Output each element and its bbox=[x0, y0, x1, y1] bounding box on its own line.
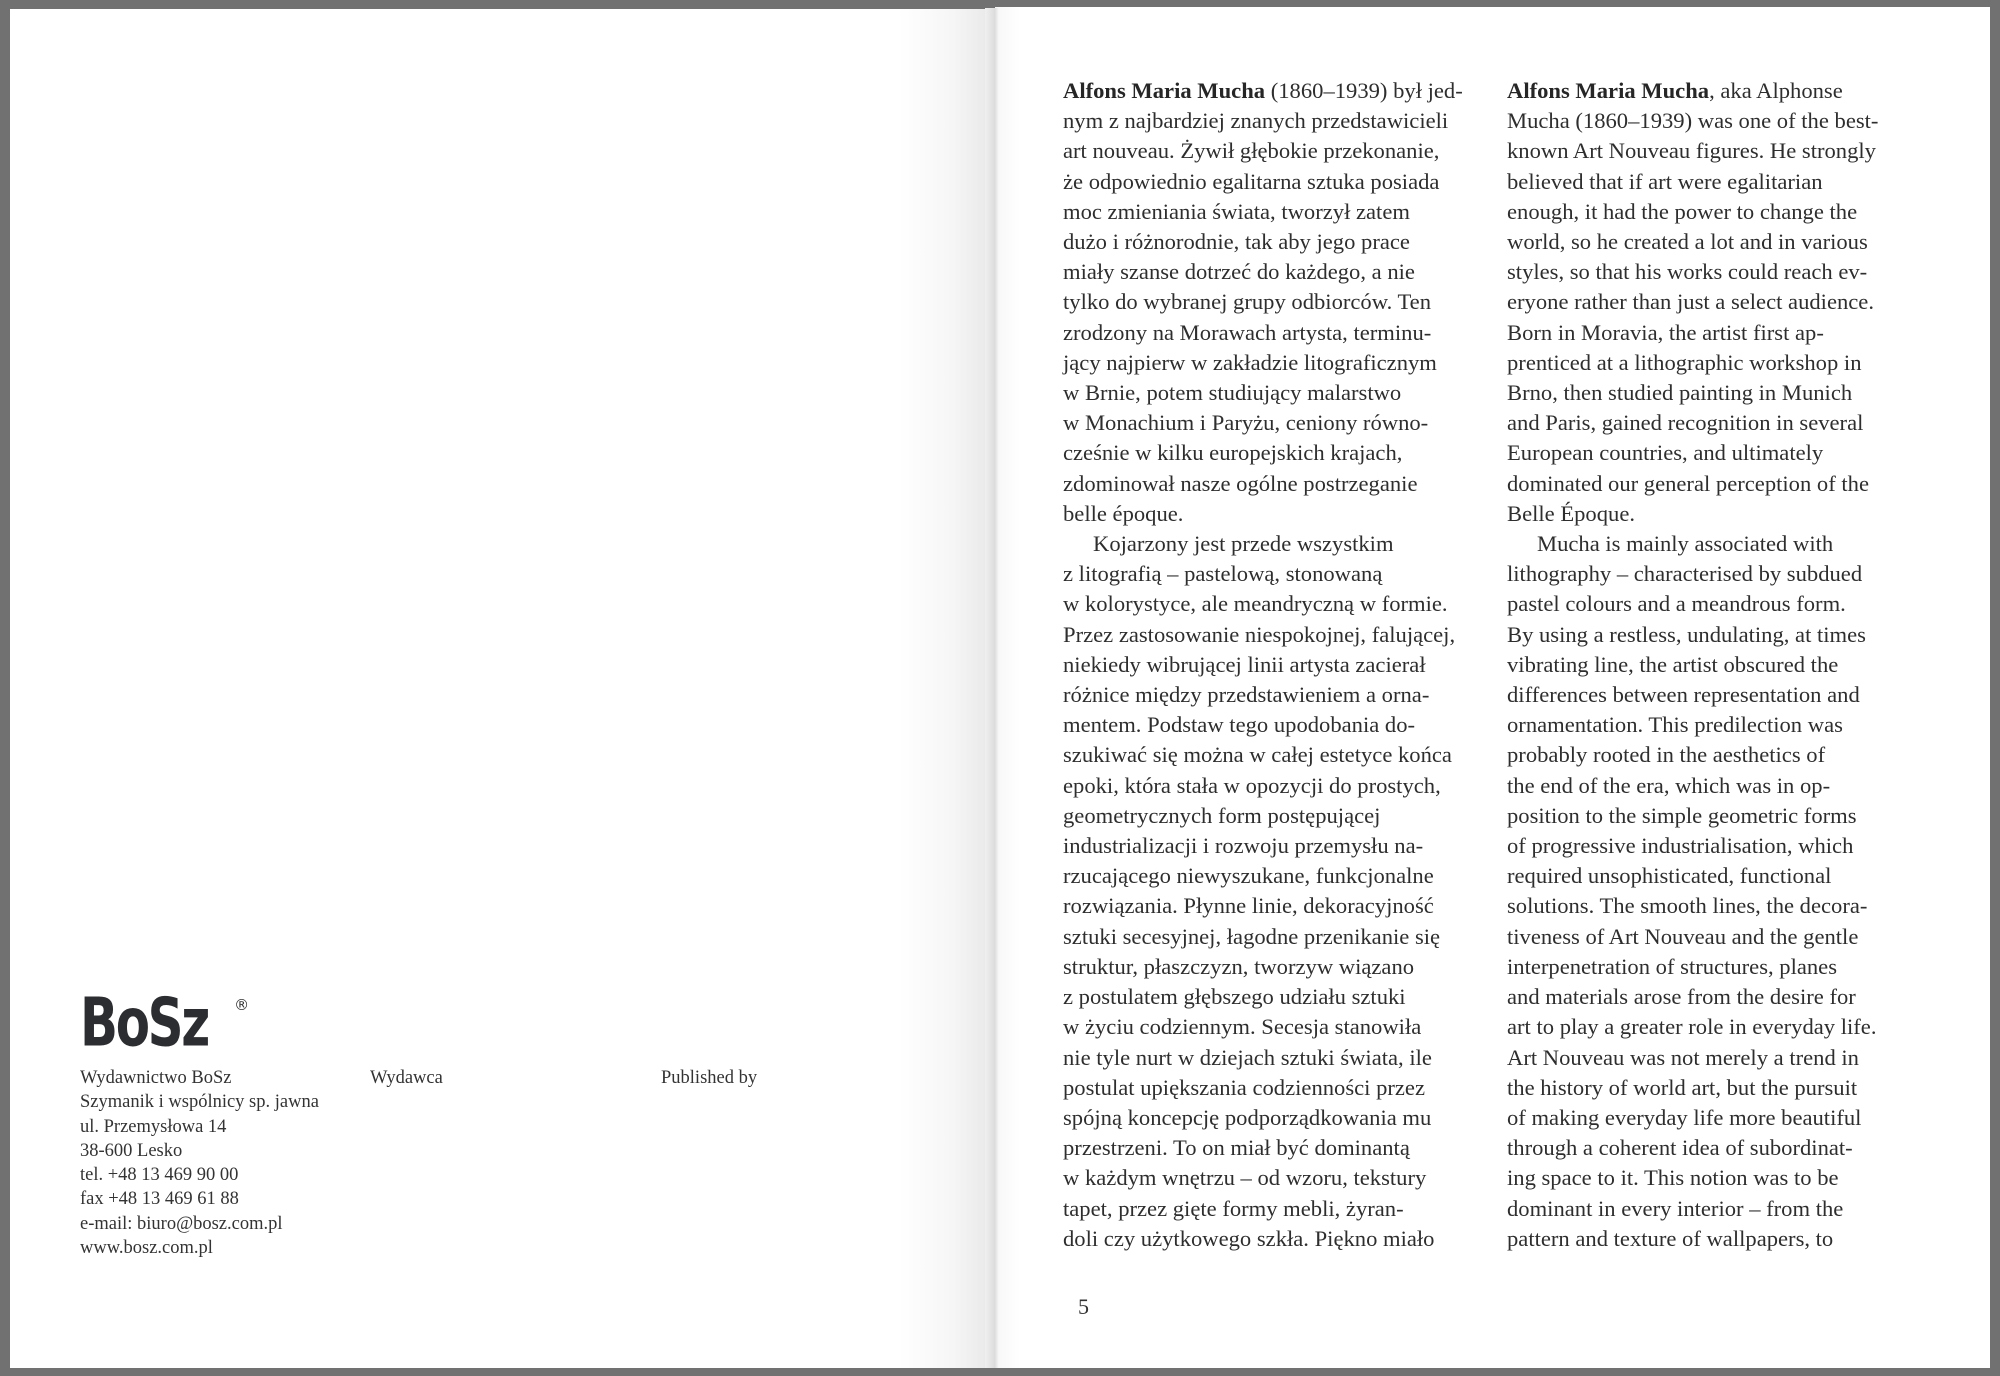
text-line: w Monachium i Paryżu, ceniony równo- bbox=[1063, 410, 1429, 436]
text-line: styles, so that his works could reach ev- bbox=[1507, 259, 1868, 285]
text-line: miały szanse dotrzeć do każdego, a nie bbox=[1063, 259, 1415, 285]
imprint-phone: tel. +48 13 469 90 00 bbox=[80, 1165, 239, 1186]
text-line: of making everyday life more beautiful bbox=[1507, 1104, 1862, 1130]
text-line: nie tyle nurt w dziejach sztuki świata, ile bbox=[1063, 1044, 1432, 1070]
text-line: and Paris, gained recognition in several bbox=[1507, 410, 1864, 436]
text-line: world, so he created a lot and in various bbox=[1507, 229, 1868, 255]
text-line: Brno, then studied painting in Munich bbox=[1507, 380, 1853, 406]
text-line: zrodzony na Morawach artysta, terminu- bbox=[1063, 319, 1432, 345]
publisher-imprint bbox=[80, 1066, 319, 1260]
text-line: solutions. The smooth lines, the decora- bbox=[1507, 893, 1868, 919]
text-line: spójną koncepcję podporządkowania mu bbox=[1063, 1104, 1432, 1130]
text-line: różnice między przedstawieniem a orna- bbox=[1063, 682, 1430, 708]
text-line: w kolorystyce, ale meandryczną w formie. bbox=[1063, 591, 1448, 617]
text-line: and materials arose from the desire for bbox=[1507, 984, 1856, 1010]
english-text-column bbox=[1507, 76, 1937, 1254]
imprint-fax: fax +48 13 469 61 88 bbox=[80, 1189, 239, 1210]
logo-wordmark: BoSz bbox=[80, 984, 208, 1063]
paragraph-2 bbox=[1507, 529, 1937, 1254]
text-line bbox=[1063, 76, 1483, 106]
registered-trademark-icon: ® bbox=[234, 996, 250, 1014]
text-line: known Art Nouveau figures. He strongly bbox=[1507, 138, 1876, 164]
text-line: By using a restless, undulating, at times bbox=[1507, 621, 1866, 647]
polish-text-column bbox=[1063, 76, 1483, 1254]
paragraph-1 bbox=[1507, 106, 1937, 529]
imprint-email: e-mail: biuro@bosz.com.pl bbox=[80, 1213, 283, 1234]
text-line: art to play a greater role in everyday life. bbox=[1507, 1014, 1877, 1040]
book-gutter bbox=[985, 8, 999, 1368]
text-line: tylko do wybranej grupy odbiorców. Ten bbox=[1063, 289, 1432, 315]
text-line: zdominował nasze ogólne postrzeganie bbox=[1063, 470, 1418, 496]
text-line: dużo i różnorodnie, tak aby jego prace bbox=[1063, 229, 1410, 255]
text-line: że odpowiednio egalitarna sztuka posiada bbox=[1063, 168, 1440, 194]
text-line: pastel colours and a meandrous form. bbox=[1507, 591, 1846, 617]
text-line: Belle Époque. bbox=[1507, 500, 1635, 526]
text-line: ing space to it. This notion was to be bbox=[1507, 1165, 1839, 1191]
text-line: doli czy użytkowego szkła. Piękno miało bbox=[1063, 1225, 1435, 1251]
paragraph-2 bbox=[1063, 529, 1483, 1254]
text-line: przestrzeni. To on miał być dominantą bbox=[1063, 1135, 1410, 1161]
text-line: postulat upiększania codzienności przez bbox=[1063, 1074, 1425, 1100]
text-line: European countries, and ultimately bbox=[1507, 440, 1824, 466]
imprint-line: 38-600 Lesko bbox=[80, 1140, 183, 1161]
imprint-website: www.bosz.com.pl bbox=[80, 1238, 213, 1259]
text-line: dominant in every interior – from the bbox=[1507, 1195, 1844, 1221]
paragraph-1 bbox=[1063, 106, 1483, 529]
text-line: pattern and texture of wallpapers, to bbox=[1507, 1225, 1834, 1251]
text-line: required unsophisticated, functional bbox=[1507, 863, 1832, 889]
text-line: interpenetration of structures, planes bbox=[1507, 953, 1838, 979]
text-line: sztuki secesyjnej, łagodne przenikanie się bbox=[1063, 923, 1441, 949]
artist-name-bold: Alfons Maria Mucha bbox=[1507, 78, 1710, 103]
text-line: Mucha is mainly associated with bbox=[1537, 531, 1834, 557]
text-line: eryone rather than just a select audience. bbox=[1507, 289, 1874, 315]
text-line: nym z najbardziej znanych przedstawicieli bbox=[1063, 108, 1449, 134]
text-line: belle époque. bbox=[1063, 500, 1184, 526]
text-line: the history of world art, but the pursuit bbox=[1507, 1074, 1858, 1100]
text-line: szukiwać się można w całej estetyce końca bbox=[1063, 742, 1452, 768]
text-line: cześnie w kilku europejskich krajach, bbox=[1063, 440, 1403, 466]
publisher-label-polish: Wydawca bbox=[370, 1068, 443, 1088]
text-line: the end of the era, which was in op- bbox=[1507, 772, 1831, 798]
text-line: position to the simple geometric forms bbox=[1507, 802, 1857, 828]
page-number: 5 bbox=[1078, 1294, 1089, 1319]
text-line: z postulatem głębszego udziału sztuki bbox=[1063, 984, 1406, 1010]
imprint-line: Wydawnictwo BoSz bbox=[80, 1068, 232, 1088]
text-line: art nouveau. Żywił głębokie przekonanie, bbox=[1063, 138, 1440, 164]
text-line: of progressive industrialisation, which bbox=[1507, 833, 1854, 859]
text-line: probably rooted in the aesthetics of bbox=[1507, 742, 1826, 768]
publisher-label-english: Published by bbox=[661, 1068, 758, 1088]
artist-name-bold: Alfons Maria Mucha bbox=[1063, 78, 1266, 103]
text-line: Mucha (1860–1939) was one of the best- bbox=[1507, 108, 1879, 134]
text-line: rzucającego niewyszukane, funkcjonalne bbox=[1063, 863, 1434, 889]
lead-text: (1860–1939) był jed- bbox=[1265, 78, 1463, 103]
text-line: through a coherent idea of subordinat- bbox=[1507, 1135, 1853, 1161]
text-line: believed that if art were egalitarian bbox=[1507, 168, 1823, 194]
text-line: z litografią – pastelową, stonowaną bbox=[1063, 561, 1383, 587]
text-line: ornamentation. This predilection was bbox=[1507, 712, 1843, 738]
text-line: dominated our general perception of the bbox=[1507, 470, 1869, 496]
text-line: lithography – characterised by subdued bbox=[1507, 561, 1863, 587]
text-line bbox=[1507, 76, 1937, 106]
text-line: Przez zastosowanie niespokojnej, falującej, bbox=[1063, 621, 1456, 647]
text-line: industrializacji i rozwoju przemysłu na- bbox=[1063, 833, 1424, 859]
publisher-logo bbox=[80, 984, 250, 1063]
text-line: differences between representation and bbox=[1507, 682, 1860, 708]
text-line: w każdym wnętrzu – od wzoru, tekstury bbox=[1063, 1165, 1427, 1191]
lead-text: , aka Alphonse bbox=[1709, 78, 1843, 103]
text-line: prenticed at a lithographic workshop in bbox=[1507, 349, 1862, 375]
text-line: geometrycznych form postępującej bbox=[1063, 802, 1381, 828]
text-line: enough, it had the power to change the bbox=[1507, 198, 1858, 224]
text-line: w Brnie, potem studiujący malarstwo bbox=[1063, 380, 1402, 406]
text-line: vibrating line, the artist obscured the bbox=[1507, 651, 1839, 677]
imprint-line: Szymanik i wspólnicy sp. jawna bbox=[80, 1092, 319, 1113]
imprint-line: ul. Przemysłowa 14 bbox=[80, 1116, 227, 1137]
text-line: Art Nouveau was not merely a trend in bbox=[1507, 1044, 1859, 1070]
text-line: mentem. Podstaw tego upodobania do- bbox=[1063, 712, 1416, 738]
text-line: tapet, przez gięte formy mebli, żyran- bbox=[1063, 1195, 1404, 1221]
text-line: struktur, płaszczyzn, tworzyw wiązano bbox=[1063, 953, 1415, 979]
text-line: Kojarzony jest przede wszystkim bbox=[1093, 531, 1394, 557]
text-line: moc zmieniania świata, tworzył zatem bbox=[1063, 198, 1410, 224]
text-line: niekiedy wibrującej linii artysta zacierał bbox=[1063, 651, 1426, 677]
text-line: Born in Moravia, the artist first ap- bbox=[1507, 319, 1824, 345]
text-line: epoki, która stała w opozycji do prostych, bbox=[1063, 772, 1441, 798]
text-line: jący najpierw w zakładzie litograficznym bbox=[1063, 349, 1437, 375]
text-line: rozwiązania. Płynne linie, dekoracyjność bbox=[1063, 893, 1434, 919]
text-line: tiveness of Art Nouveau and the gentle bbox=[1507, 923, 1859, 949]
text-line: w życiu codziennym. Secesja stanowiła bbox=[1063, 1014, 1422, 1040]
